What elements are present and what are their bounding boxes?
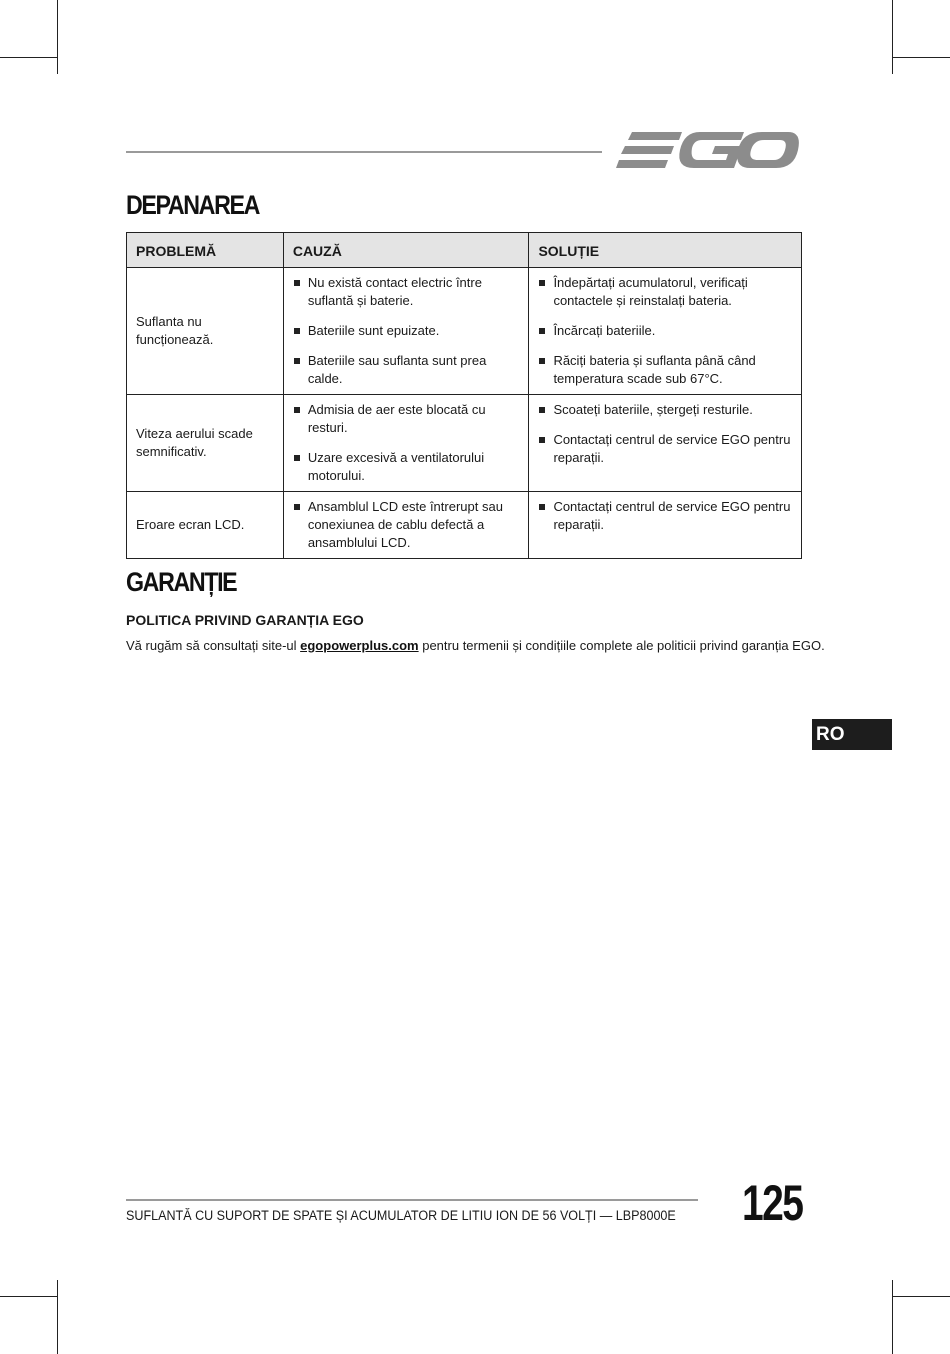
bullet-icon xyxy=(294,328,300,334)
bullet-icon xyxy=(294,358,300,364)
cause-cell xyxy=(283,395,529,492)
solution-text: Îndepărtați acumulatorul, verificați contactele și reinstalați bateria. xyxy=(553,275,748,308)
solution-cell xyxy=(529,395,802,492)
problem-cell xyxy=(127,492,284,559)
list-item xyxy=(292,401,521,437)
bullet-icon xyxy=(294,455,300,461)
cause-text: Bateriile sunt epuizate. xyxy=(307,323,440,338)
solution-text: Contactați centrul de service EGO pentru reparații. xyxy=(553,499,791,532)
cause-text: Nu există contact electric între suflantă și baterie. xyxy=(307,275,482,308)
header-rule xyxy=(126,151,602,153)
problem-cell xyxy=(127,268,284,395)
list-item xyxy=(292,352,521,388)
problem-text: Suflanta nu funcționează. xyxy=(136,314,214,347)
warranty-text-before: Vă rugăm să consultați site-ul xyxy=(126,638,301,653)
list-item xyxy=(537,498,793,534)
list-item xyxy=(537,431,793,467)
column-header-problem: PROBLEMĂ xyxy=(127,233,284,268)
warranty-subtitle: POLITICA PRIVIND GARANȚIA EGO xyxy=(126,612,364,628)
bullet-icon xyxy=(539,437,545,443)
cause-text: Ansamblul LCD este întrerupt sau conexiunea de cablu defectă a ansamblului LCD. xyxy=(307,499,503,550)
warranty-text-after: pentru termenii și condițiile complete ale politicii privind garanția EGO. xyxy=(418,638,825,653)
website-link[interactable]: egopowerplus.com xyxy=(300,638,419,653)
page-number: 125 xyxy=(742,1175,803,1231)
solution-text: Scoateți bateriile, ștergeți resturile. xyxy=(553,402,753,417)
solution-cell xyxy=(529,268,802,395)
troubleshooting-title: DEPANAREA xyxy=(126,190,259,220)
troubleshooting-table xyxy=(126,232,802,559)
problem-text: Eroare ecran LCD. xyxy=(136,517,245,532)
warranty-title: GARANȚIE xyxy=(126,567,237,597)
list-item xyxy=(292,322,521,340)
solution-text: Răciți bateria și suflanta până când temperatura scade sub 67°C. xyxy=(553,353,756,386)
table-row xyxy=(127,492,802,559)
list-item xyxy=(292,449,521,485)
list-item xyxy=(537,352,793,388)
solution-cell xyxy=(529,492,802,559)
bullet-icon xyxy=(539,358,545,364)
cause-cell xyxy=(283,268,529,395)
cause-cell xyxy=(283,492,529,559)
warranty-text xyxy=(126,638,826,653)
list-item xyxy=(292,274,521,310)
list-item xyxy=(537,401,793,419)
bullet-icon xyxy=(539,280,545,286)
column-header-cause: CAUZĂ xyxy=(283,233,529,268)
bullet-icon xyxy=(294,504,300,510)
ego-logo xyxy=(616,128,800,177)
table-header-row xyxy=(127,233,802,268)
bullet-icon xyxy=(294,280,300,286)
problem-cell xyxy=(127,395,284,492)
cause-text: Uzare excesivă a ventilatorului motorului. xyxy=(307,450,485,483)
bullet-icon xyxy=(294,407,300,413)
solution-text: Încărcați bateriile. xyxy=(553,323,656,338)
list-item xyxy=(537,322,793,340)
cause-text: Admisia de aer este blocată cu resturi. xyxy=(307,402,486,435)
table-row xyxy=(127,268,802,395)
footer-rule xyxy=(126,1199,698,1201)
list-item xyxy=(292,498,521,552)
language-tab: RO xyxy=(812,719,892,750)
cause-text: Bateriile sau suflanta sunt prea calde. xyxy=(307,353,487,386)
solution-text: Contactați centrul de service EGO pentru reparații. xyxy=(553,432,791,465)
footer-text: SUFLANTĂ CU SUPORT DE SPATE ȘI ACUMULATOR DE LITIU ION DE 56 VOLȚI — LBP8000E xyxy=(126,1208,676,1223)
list-item xyxy=(537,274,793,310)
column-header-solution: SOLUȚIE xyxy=(529,233,802,268)
table-row xyxy=(127,395,802,492)
bullet-icon xyxy=(539,504,545,510)
problem-text: Viteza aerului scade semnificativ. xyxy=(136,426,253,459)
bullet-icon xyxy=(539,407,545,413)
bullet-icon xyxy=(539,328,545,334)
